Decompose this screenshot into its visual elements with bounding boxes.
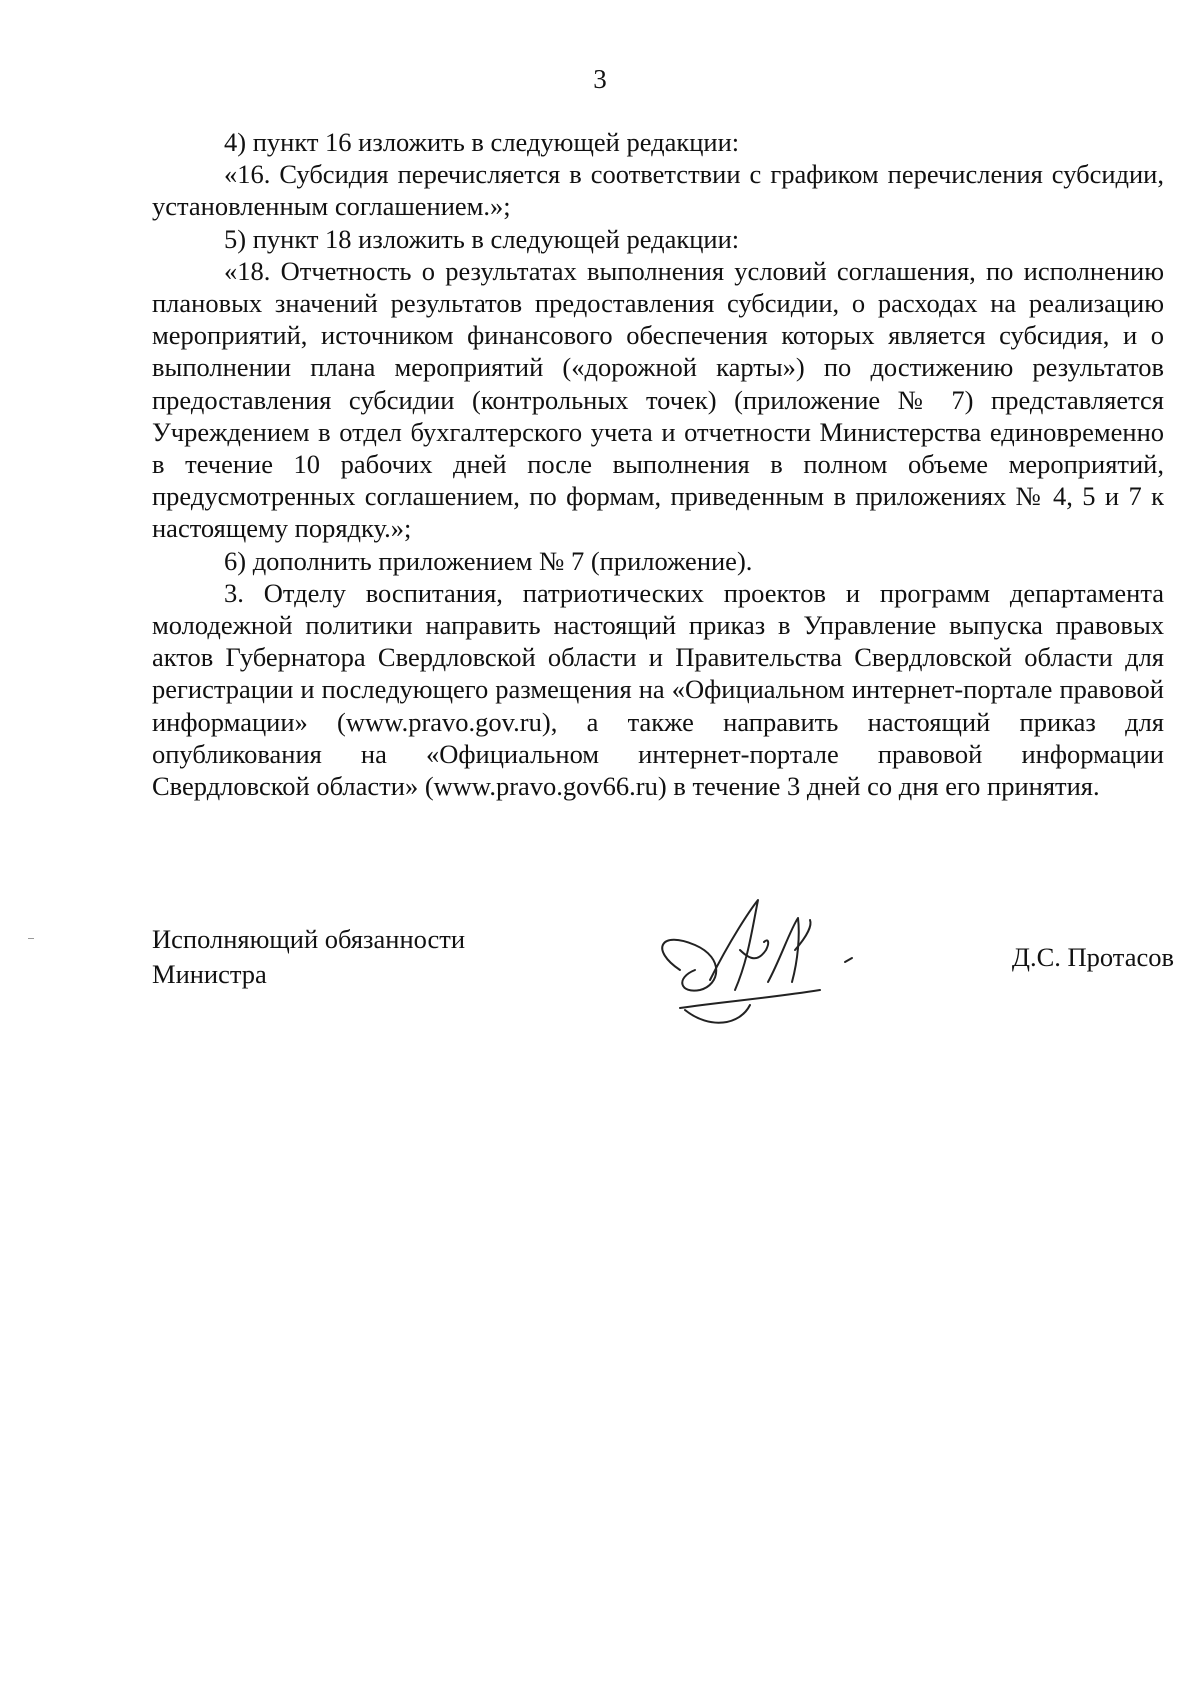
- paragraph-point-16-text: «16. Субсидия перечисляется в соответствии с графиком перечисления субсидии, установленным соглашением.»;: [152, 159, 1164, 222]
- signatory-name: Д.С. Протасов: [1011, 942, 1174, 972]
- signatory-title: [152, 922, 465, 992]
- paragraph-point-18-text: «18. Отчетность о результатах выполнения условий соглашения, по исполнению плановых значений результатов предоставления субсидии, о расходах на реализацию мероприятий, источником финансового обеспечения которых является субсидия, и о выполнении плана мероприятий («дорожной карты») по достижению результатов предоставления субсидии (контрольных точек) (приложение № 7) представляется Учреждением в отдел бухгалтерского учета и отчетности Министерства единовременно в течение 10 рабочих дней после выполнения в полном объеме мероприятий, предусмотренных соглашением, по формам, приведенным в приложениях № 4, 5 и 7 к настоящему порядку.»;: [152, 255, 1164, 544]
- paragraph-item-5: 5) пункт 18 изложить в следующей редакции:: [224, 223, 740, 254]
- signatory-title-line1: Исполняющий обязанности: [152, 924, 466, 954]
- paragraph-section-3: 3. Отделу воспитания, патриотических проектов и программ департамента молодежной политики направить настоящий приказ в Управление выпуска правовых актов Губернатора Свердловской области и Правительства Свердловской области для регистрации и последующего размещения на «Официальном интернет-портале правовой информации» (www.pravo.gov.ru), а также направить настоящий приказ для опубликования на «Официальном интернет-портале правовой информации Свердловской области» (www.pravo.gov66.ru) в течение 3 дней со дня его принятия.: [152, 577, 1164, 802]
- scan-artifact-mark: [28, 938, 34, 939]
- paragraph-item-6: 6) дополнить приложением № 7 (приложение).: [224, 545, 753, 576]
- paragraph-item-4: 4) пункт 16 изложить в следующей редакции:: [224, 127, 740, 157]
- page-number: 3: [593, 64, 607, 94]
- document-body: [152, 126, 1164, 802]
- handwritten-signature: [640, 890, 860, 1040]
- signatory-title-line2: Министра: [152, 959, 267, 989]
